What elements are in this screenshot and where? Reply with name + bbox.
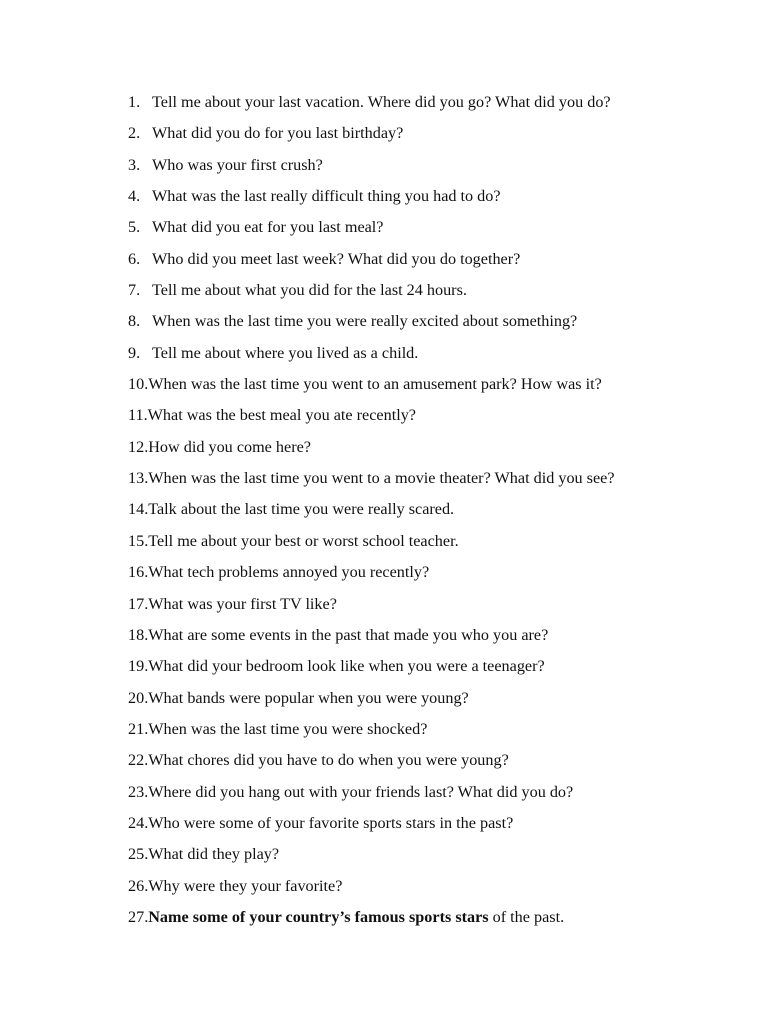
question-text: When was the last time you were really excited about something? bbox=[152, 312, 578, 331]
question-item bbox=[128, 530, 615, 561]
question-text: What did you eat for you last meal? bbox=[152, 218, 384, 237]
question-item bbox=[128, 436, 615, 467]
question-bold-text: Name some of your country’s famous sports stars bbox=[148, 907, 489, 926]
question-item bbox=[128, 843, 615, 874]
question-item bbox=[128, 749, 615, 780]
question-text: What was the last really difficult thing you had to do? bbox=[152, 187, 501, 206]
question-text: Why were they your favorite? bbox=[148, 876, 343, 895]
question-item bbox=[128, 561, 615, 592]
question-number: 27. bbox=[128, 907, 149, 926]
question-item-last bbox=[128, 906, 615, 937]
question-number: 17. bbox=[128, 594, 149, 613]
question-number: 3. bbox=[128, 155, 141, 174]
question-item bbox=[128, 373, 615, 404]
question-number: 19. bbox=[128, 657, 149, 676]
question-number: 9. bbox=[128, 343, 141, 362]
question-number: 25. bbox=[128, 845, 149, 864]
question-number: 16. bbox=[128, 563, 149, 582]
question-item bbox=[128, 122, 615, 153]
question-plain-text: of the past. bbox=[488, 907, 565, 926]
question-item bbox=[128, 467, 615, 498]
question-number: 26. bbox=[128, 876, 149, 895]
question-text: Tell me about your last vacation. Where did you go? What did you do? bbox=[152, 93, 611, 111]
question-number: 20. bbox=[128, 688, 149, 707]
question-text: What did your bedroom look like when you were a teenager? bbox=[148, 657, 545, 676]
question-list bbox=[128, 91, 615, 937]
question-item bbox=[128, 498, 615, 529]
question-text bbox=[148, 906, 564, 928]
question-text: Talk about the last time you were really scared. bbox=[148, 500, 455, 519]
question-number: 21. bbox=[128, 719, 149, 738]
question-text: What was the best meal you ate recently? bbox=[147, 406, 416, 425]
question-number: 14. bbox=[128, 500, 149, 519]
question-number: 7. bbox=[128, 281, 141, 300]
question-number: 8. bbox=[128, 312, 141, 331]
question-text: Tell me about where you lived as a child. bbox=[152, 343, 419, 362]
question-text: What did they play? bbox=[148, 845, 280, 864]
question-text: Tell me about your best or worst school teacher. bbox=[148, 531, 459, 550]
question-item bbox=[128, 624, 615, 655]
question-text: When was the last time you went to a movie theater? What did you see? bbox=[148, 469, 615, 488]
question-text: What bands were popular when you were young? bbox=[148, 688, 469, 707]
question-number: 1. bbox=[128, 93, 141, 111]
question-number: 5. bbox=[128, 218, 141, 237]
question-item bbox=[128, 248, 615, 279]
question-text: What was your first TV like? bbox=[148, 594, 337, 613]
question-number: 23. bbox=[128, 782, 149, 801]
question-number: 18. bbox=[128, 625, 149, 644]
question-text: What chores did you have to do when you were young? bbox=[148, 751, 509, 770]
question-item bbox=[128, 279, 615, 310]
question-item bbox=[128, 655, 615, 686]
question-text: Tell me about what you did for the last 24 hours. bbox=[152, 281, 467, 300]
question-number: 22. bbox=[128, 751, 149, 770]
question-number: 6. bbox=[128, 249, 141, 268]
question-item bbox=[128, 718, 615, 749]
question-item bbox=[128, 310, 615, 341]
question-item bbox=[128, 593, 615, 624]
question-text: Where did you hang out with your friends last? What did you do? bbox=[148, 782, 574, 801]
question-number: 11. bbox=[128, 406, 148, 425]
question-number: 15. bbox=[128, 531, 149, 550]
question-text: What are some events in the past that made you who you are? bbox=[148, 625, 549, 644]
question-number: 2. bbox=[128, 124, 141, 143]
question-number: 4. bbox=[128, 187, 141, 206]
question-item bbox=[128, 185, 615, 216]
question-item bbox=[128, 875, 615, 906]
question-number: 10. bbox=[128, 375, 149, 394]
question-text: When was the last time you were shocked? bbox=[148, 719, 428, 738]
question-text: When was the last time you went to an amusement park? How was it? bbox=[148, 375, 602, 394]
question-item bbox=[128, 91, 615, 122]
question-item bbox=[128, 216, 615, 247]
question-text: Who was your first crush? bbox=[152, 155, 323, 174]
question-number: 13. bbox=[128, 469, 149, 488]
question-number: 24. bbox=[128, 813, 149, 832]
question-item bbox=[128, 781, 615, 812]
question-text: What did you do for you last birthday? bbox=[152, 124, 404, 143]
question-text: How did you come here? bbox=[148, 437, 311, 456]
question-text: Who did you meet last week? What did you do together? bbox=[152, 249, 521, 268]
question-number: 12. bbox=[128, 437, 149, 456]
question-item bbox=[128, 404, 615, 435]
question-text: What tech problems annoyed you recently? bbox=[148, 563, 430, 582]
question-text: Who were some of your favorite sports stars in the past? bbox=[148, 813, 514, 832]
question-item bbox=[128, 342, 615, 373]
question-item bbox=[128, 687, 615, 718]
question-item bbox=[128, 154, 615, 185]
question-item bbox=[128, 812, 615, 843]
